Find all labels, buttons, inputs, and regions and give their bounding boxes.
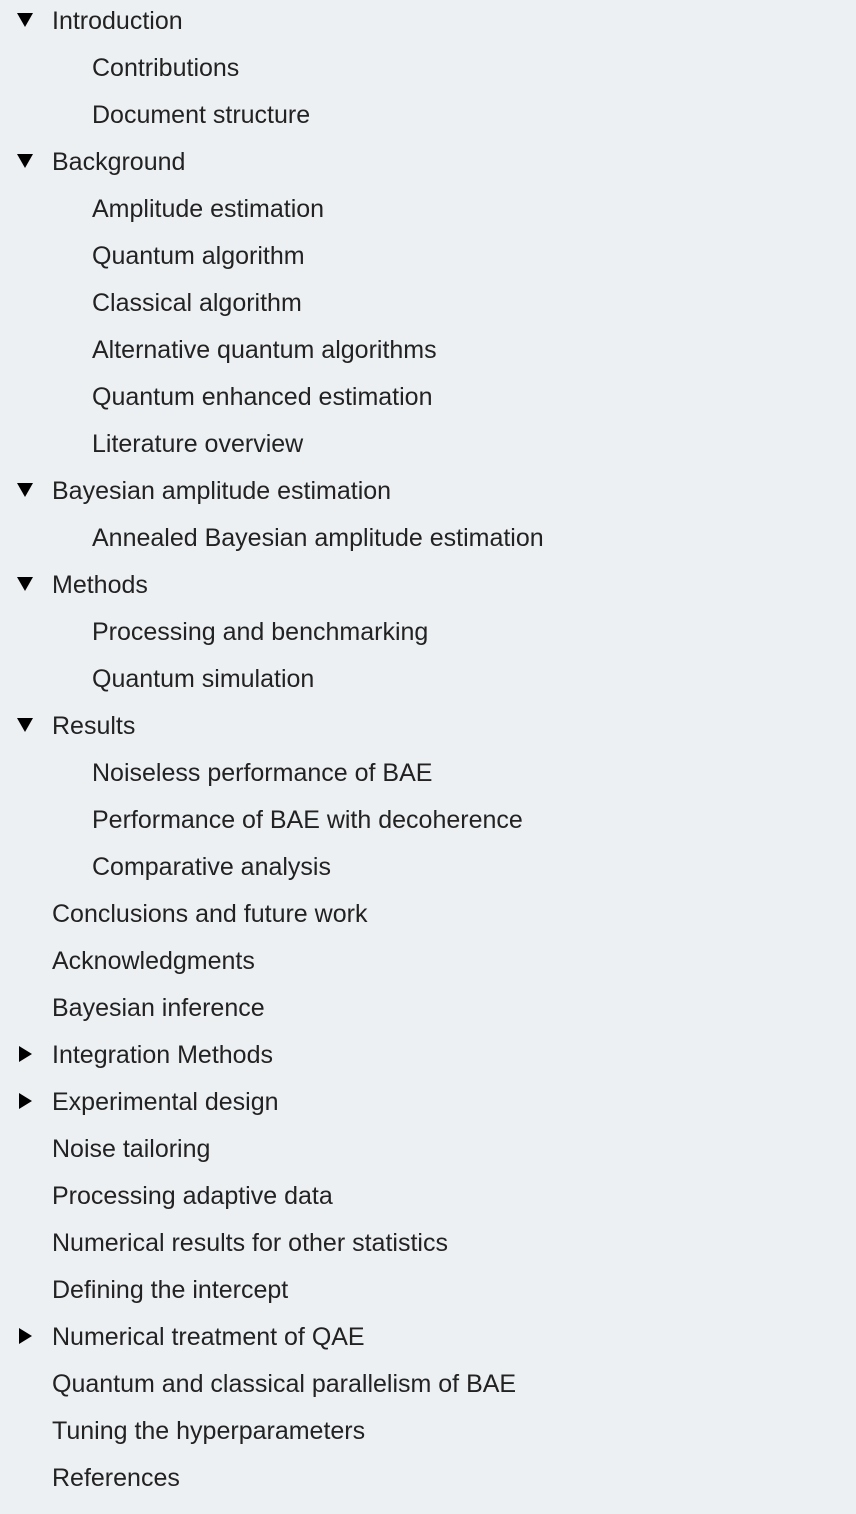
toc-item-acknowledgments[interactable]	[0, 940, 856, 987]
toc-item-methods[interactable]	[0, 564, 856, 611]
toc-item-quantum-algorithm[interactable]	[0, 235, 856, 282]
toc-item-label[interactable]: Defining the intercept	[52, 1276, 289, 1304]
toc-item-references[interactable]	[0, 1457, 856, 1504]
toc-item-label[interactable]: Noiseless performance of BAE	[92, 759, 433, 787]
toc-item-numerical-treatment-of-qae[interactable]	[0, 1316, 856, 1363]
toc-item-label[interactable]: Noise tailoring	[52, 1135, 211, 1163]
toc-item-label[interactable]: Processing and benchmarking	[92, 618, 429, 646]
toc-item-literature-overview[interactable]	[0, 423, 856, 470]
toc-item-amplitude-estimation[interactable]	[0, 188, 856, 235]
toc-item-noise-tailoring[interactable]	[0, 1128, 856, 1175]
toc-item-introduction[interactable]	[0, 0, 856, 47]
toc-item-background[interactable]	[0, 141, 856, 188]
toc-item-label[interactable]: Amplitude estimation	[92, 195, 325, 223]
toc-item-quantum-simulation[interactable]	[0, 658, 856, 705]
toc-item-label[interactable]: Introduction	[52, 7, 183, 35]
toc-item-label[interactable]: Quantum simulation	[92, 665, 315, 693]
toc-item-label[interactable]: Acknowledgments	[52, 947, 255, 975]
toc-item-label[interactable]: Annealed Bayesian amplitude estimation	[92, 524, 544, 552]
toc-item-bayesian-amplitude-estimation[interactable]	[0, 470, 856, 517]
collapsed-triangle-icon[interactable]	[16, 1081, 34, 1123]
toc-item-label[interactable]: Performance of BAE with decoherence	[92, 806, 523, 834]
toc-item-results[interactable]	[0, 705, 856, 752]
toc-item-label[interactable]: Comparative analysis	[92, 853, 331, 881]
toc-item-label[interactable]: Conclusions and future work	[52, 900, 368, 928]
toc-item-performance-of-bae-with-decoherence[interactable]	[0, 799, 856, 846]
toc-item-numerical-results-for-other-statistics[interactable]	[0, 1222, 856, 1269]
toc-item-classical-algorithm[interactable]	[0, 282, 856, 329]
toc-item-conclusions-and-future-work[interactable]	[0, 893, 856, 940]
toc-item-label[interactable]: Quantum and classical parallelism of BAE	[52, 1370, 517, 1398]
toc-item-label[interactable]: Literature overview	[92, 430, 304, 458]
toc-item-label[interactable]: Results	[52, 712, 136, 740]
toc-item-label[interactable]: Document structure	[92, 101, 311, 129]
toc-item-contributions[interactable]	[0, 47, 856, 94]
collapsed-triangle-icon[interactable]	[16, 1034, 34, 1076]
toc-item-label[interactable]: References	[52, 1464, 180, 1492]
toc-item-label[interactable]: Integration Methods	[52, 1041, 273, 1069]
toc-item-label[interactable]: Quantum enhanced estimation	[92, 383, 433, 411]
toc-item-quantum-and-classical-parallelism-of-bae[interactable]	[0, 1363, 856, 1410]
toc-item-label[interactable]: Quantum algorithm	[92, 242, 305, 270]
toc-item-defining-the-intercept[interactable]	[0, 1269, 856, 1316]
expanded-triangle-icon[interactable]	[16, 141, 34, 183]
toc-item-label[interactable]: Bayesian amplitude estimation	[52, 477, 392, 505]
toc-item-label[interactable]: Tuning the hyperparameters	[52, 1417, 366, 1445]
toc-item-label[interactable]: Processing adaptive data	[52, 1182, 333, 1210]
expanded-triangle-icon[interactable]	[16, 705, 34, 747]
toc-item-label[interactable]: Numerical treatment of QAE	[52, 1323, 365, 1351]
collapsed-triangle-icon[interactable]	[16, 1316, 34, 1358]
toc-item-label[interactable]: Methods	[52, 571, 148, 599]
toc-item-alternative-quantum-algorithms[interactable]	[0, 329, 856, 376]
toc-item-label[interactable]: Bayesian inference	[52, 994, 265, 1022]
toc-item-label[interactable]: Alternative quantum algorithms	[92, 336, 437, 364]
toc-item-label[interactable]: Experimental design	[52, 1088, 279, 1116]
toc-item-tuning-the-hyperparameters[interactable]	[0, 1410, 856, 1457]
toc-item-document-structure[interactable]	[0, 94, 856, 141]
expanded-triangle-icon[interactable]	[16, 564, 34, 606]
expanded-triangle-icon[interactable]	[16, 470, 34, 512]
toc-item-integration-methods[interactable]	[0, 1034, 856, 1081]
toc-item-noiseless-performance-of-bae[interactable]	[0, 752, 856, 799]
toc-item-comparative-analysis[interactable]	[0, 846, 856, 893]
toc-item-label[interactable]: Contributions	[92, 54, 240, 82]
toc-item-processing-adaptive-data[interactable]	[0, 1175, 856, 1222]
toc-item-bayesian-inference[interactable]	[0, 987, 856, 1034]
toc-item-experimental-design[interactable]	[0, 1081, 856, 1128]
toc-item-annealed-bayesian-amplitude-estimation[interactable]	[0, 517, 856, 564]
toc-item-label[interactable]: Numerical results for other statistics	[52, 1229, 448, 1257]
toc-item-quantum-enhanced-estimation[interactable]	[0, 376, 856, 423]
toc-item-label[interactable]: Background	[52, 148, 186, 176]
toc-item-label[interactable]: Classical algorithm	[92, 289, 302, 317]
expanded-triangle-icon[interactable]	[16, 0, 34, 42]
toc-item-processing-and-benchmarking[interactable]	[0, 611, 856, 658]
